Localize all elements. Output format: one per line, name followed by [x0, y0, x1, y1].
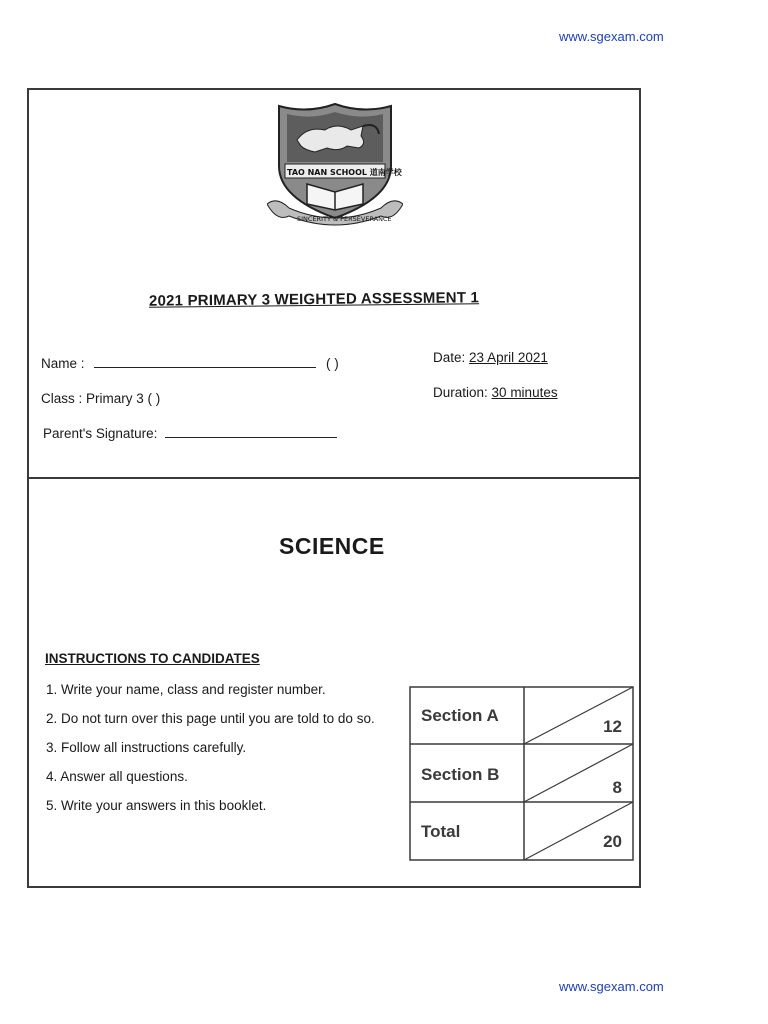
signature-field — [43, 426, 337, 441]
date-field — [433, 350, 548, 365]
instruction-item: 3. Follow all instructions carefully. — [46, 740, 247, 755]
name-blank-line[interactable] — [94, 366, 316, 368]
section-b-max-marks: 8 — [612, 778, 622, 797]
total-label: Total — [421, 822, 461, 841]
school-crest-logo — [267, 100, 403, 232]
section-a-max-marks: 12 — [603, 717, 622, 736]
subject-title: SCIENCE — [279, 533, 385, 559]
date-value: 23 April 2021 — [469, 350, 548, 365]
instruction-item: 5. Write your answers in this booklet. — [46, 798, 267, 813]
duration-value: 30 minutes — [491, 385, 558, 400]
website-link-bottom[interactable]: www.sgexam.com — [559, 979, 664, 994]
duration-label: Duration: — [433, 385, 488, 400]
instruction-item: 2. Do not turn over this page until you are told to do so. — [46, 711, 375, 726]
section-b-label: Section B — [421, 765, 500, 784]
score-table — [409, 686, 634, 861]
instruction-item: 1. Write your name, class and register number. — [46, 682, 326, 697]
total-max-marks: 20 — [603, 832, 622, 851]
section-a-label: Section A — [421, 706, 499, 725]
duration-field — [433, 385, 558, 400]
date-label: Date: — [433, 350, 466, 365]
cover-page-frame — [27, 88, 641, 888]
instruction-item: 4. Answer all questions. — [46, 769, 188, 784]
svg-text:TAO NAN SCHOOL 道南学校: TAO NAN SCHOOL 道南学校 — [287, 168, 402, 177]
class-field[interactable]: Class : Primary 3 ( ) — [41, 391, 161, 406]
website-link-top[interactable]: www.sgexam.com — [559, 29, 664, 44]
instructions-heading: INSTRUCTIONS TO CANDIDATES — [45, 651, 260, 666]
section-divider — [29, 477, 639, 479]
name-label: Name : — [41, 356, 85, 371]
name-field — [41, 356, 339, 371]
paper-title: 2021 PRIMARY 3 WEIGHTED ASSESSMENT 1 — [148, 289, 480, 310]
svg-text:SINCERITY & PERSEVERANCE: SINCERITY & PERSEVERANCE — [297, 215, 392, 223]
signature-label: Parent's Signature: — [43, 426, 158, 441]
signature-blank-line[interactable] — [165, 436, 337, 438]
register-number-bracket[interactable]: ( ) — [326, 356, 339, 371]
